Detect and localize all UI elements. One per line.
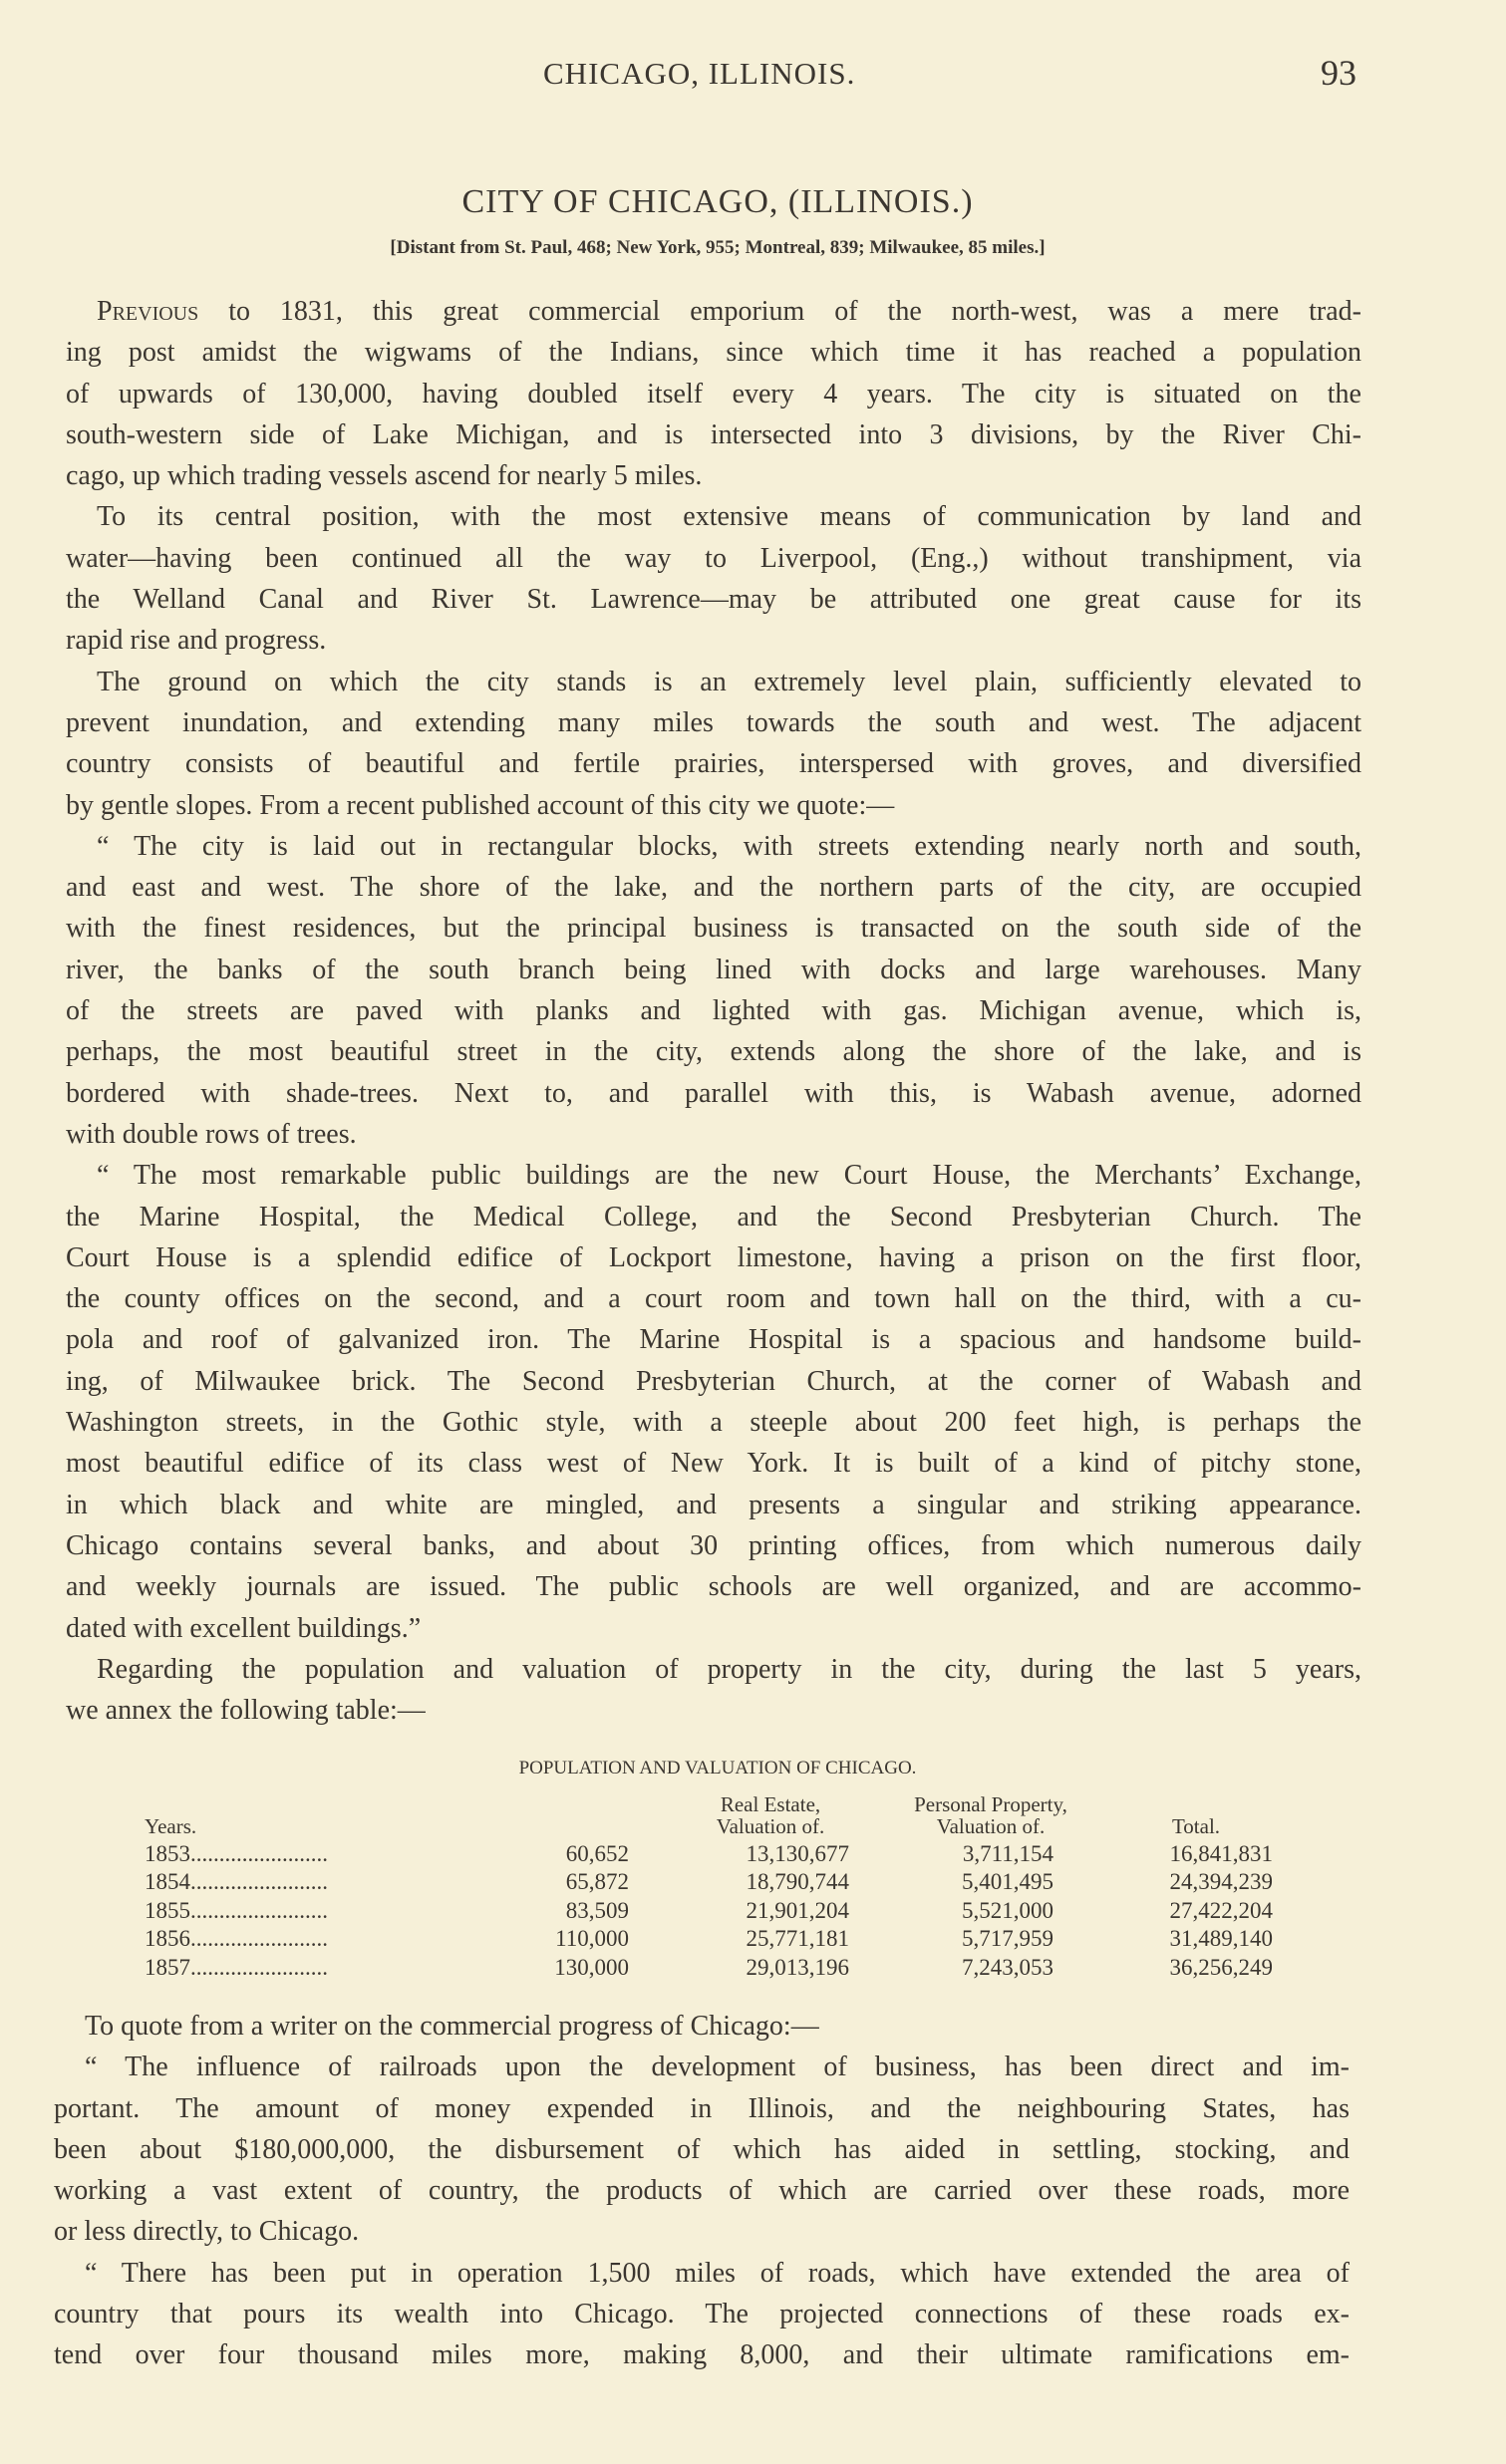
text-line: “ The city is laid out in rectangular blocks, with streets extending nearly north and south,	[97, 830, 1361, 862]
text-line: The ground on which the city stands is an extremely level plain, sufficiently elevated to	[97, 666, 1361, 697]
header-years: Years.	[145, 1814, 197, 1838]
paragraph	[66, 1155, 1361, 1649]
population-cell: 60,652	[565, 1841, 629, 1866]
paragraph	[66, 1649, 1361, 1732]
population-cell: 83,509	[565, 1897, 629, 1923]
body-text	[66, 291, 1361, 1731]
text-line: south-western side of Lake Michigan, and is intersected into 3 divisions, by the River Chi-	[66, 418, 1361, 450]
text-line: prevent inundation, and extending many miles towards the south and west. The adjacent	[66, 706, 1361, 738]
text-line: the Marine Hospital, the Medical College, and the Second Presbyterian Church. The	[66, 1201, 1361, 1232]
total-cell: 16,841,831	[1169, 1841, 1273, 1866]
paragraph	[66, 662, 1361, 826]
bottom-text	[54, 2006, 1350, 2376]
text-line: “ There has been put in operation 1,500 miles of roads, which have extended the area of	[85, 2257, 1350, 2289]
real-estate-cell: 18,790,744	[746, 1869, 849, 1895]
dot-leader: ........................	[190, 1897, 328, 1923]
header-real-estate-line2: Valuation of.	[716, 1814, 825, 1838]
text-line: pola and roof of galvanized iron. The Marine Hospital is a spacious and handsome build-	[66, 1324, 1361, 1356]
text-line: country that pours its wealth into Chicago. The projected connections of these roads ex-	[54, 2299, 1350, 2330]
running-head	[0, 53, 1506, 96]
personal-property-cell: 7,243,053	[962, 1954, 1054, 1980]
real-estate-cell: 21,901,204	[746, 1897, 849, 1923]
text-line: ing, of Milwaukee brick. The Second Presbyterian Church, at the corner of Wabash and	[66, 1365, 1361, 1397]
text-line: ing post amidst the wigwams of the Indians, since which time it has reached a population	[66, 337, 1361, 369]
text-line: Chicago contains several banks, and about 30 printing offices, from which numerous daily	[66, 1529, 1361, 1561]
text-line: most beautiful edifice of its class west of New York. It is built of a kind of pitchy stone,	[66, 1448, 1361, 1480]
header-personal-line2: Valuation of.	[936, 1814, 1046, 1838]
text-line: working a vast extent of country, the products of which are carried over these roads, more	[54, 2175, 1350, 2207]
text-line	[66, 291, 1361, 332]
text-line: Washington streets, in the Gothic style, with a steeple about 200 feet high, is perhaps the	[66, 1407, 1361, 1439]
text-line: of upwards of 130,000, having doubled itself every 4 years. The city is situated on the	[66, 378, 1361, 410]
year: 1854	[145, 1869, 190, 1895]
header-personal-property	[871, 1793, 1110, 1837]
text-line: cago, up which trading vessels ascend for nearly 5 miles.	[66, 460, 703, 492]
year-cell	[145, 1954, 328, 1982]
year: 1857	[145, 1954, 190, 1980]
personal-property-cell: 3,711,154	[962, 1841, 1054, 1866]
population-cell: 130,000	[554, 1954, 629, 1980]
text-line: water—having been continued all the way to Liverpool, (Eng.,) without transhipment, via	[66, 542, 1361, 574]
personal-property-cell: 5,521,000	[962, 1897, 1054, 1923]
text-line: in which black and white are mingled, and presents a singular and striking appearance.	[66, 1489, 1361, 1520]
text-line: “ The most remarkable public buildings are the new Court House, the Merchants’ Exchange,	[97, 1160, 1361, 1192]
total-cell: 31,489,140	[1169, 1926, 1273, 1952]
header-real-estate-line1: Real Estate,	[720, 1792, 821, 1816]
text-line: the county offices on the second, and a court room and town hall on the third, with a cu-	[66, 1283, 1361, 1315]
header-total: Total.	[1171, 1814, 1221, 1838]
page-number: 93	[1321, 53, 1356, 93]
text-line: river, the banks of the south branch being lined with docks and large warehouses. Many	[66, 954, 1361, 985]
year-cell	[145, 1868, 328, 1896]
dot-leader: ........................	[190, 1841, 328, 1866]
text-line: To its central position, with the most extensive means of communication by land and	[97, 501, 1361, 533]
text-line: perhaps, the most beautiful street in the city, extends along the shore of the lake, and is	[66, 1036, 1361, 1068]
text-line: bordered with shade-trees. Next to, and parallel with this, is Wabash avenue, adorned	[66, 1077, 1361, 1109]
personal-property-cell: 5,717,959	[962, 1926, 1054, 1952]
lead-word: Previous	[97, 296, 199, 327]
paragraph	[54, 2253, 1350, 2376]
text-line: rapid rise and progress.	[66, 625, 327, 657]
text-line: Regarding the population and valuation of property in the city, during the last 5 years,	[97, 1653, 1361, 1685]
text-line: by gentle slopes. From a recent published account of this city we quote:—	[66, 789, 895, 821]
year-cell	[145, 1925, 328, 1953]
text-line: Court House is a splendid edifice of Lockport limestone, having a prison on the first floor,	[66, 1241, 1361, 1273]
text-line: of the streets are paved with planks and lighted with gas. Michigan avenue, which is,	[66, 995, 1361, 1027]
text-line: with the finest residences, but the principal business is transacted on the south side of the	[66, 913, 1361, 945]
dot-leader: ........................	[190, 1954, 328, 1980]
distances-note: [Distant from St. Paul, 468; New York, 955; Montreal, 839; Milwaukee, 85 miles.]	[390, 237, 1046, 258]
dot-leader: ........................	[190, 1926, 328, 1952]
year: 1853	[145, 1841, 190, 1866]
population-cell: 65,872	[565, 1869, 629, 1895]
total-cell: 36,256,249	[1169, 1954, 1273, 1980]
total-cell: 24,394,239	[1169, 1869, 1273, 1895]
section-title: CITY OF CHICAGO, (ILLINOIS.)	[461, 183, 974, 220]
year: 1856	[145, 1926, 190, 1952]
paragraph	[66, 826, 1361, 1155]
header-real-estate	[671, 1793, 870, 1837]
dot-leader: ........................	[190, 1869, 328, 1895]
real-estate-cell: 29,013,196	[746, 1954, 849, 1980]
personal-property-cell: 5,401,495	[962, 1869, 1054, 1895]
text-line: portant. The amount of money expended in Illinois, and the neighbouring States, has	[54, 2092, 1350, 2124]
population-cell: 110,000	[555, 1926, 629, 1952]
paragraph	[66, 291, 1361, 496]
text-line: tend over four thousand miles more, making 8,000, and their ultimate ramifications em-	[54, 2339, 1350, 2371]
text-line: To quote from a writer on the commercial progress of Chicago:—	[85, 2011, 819, 2042]
year-cell	[145, 1897, 328, 1925]
text-line: with double rows of trees.	[66, 1118, 357, 1150]
paragraph	[66, 496, 1361, 661]
text-line: we annex the following table:—	[66, 1695, 426, 1727]
year-cell	[145, 1840, 328, 1868]
real-estate-cell: 25,771,181	[746, 1926, 849, 1952]
running-title: CHICAGO, ILLINOIS.	[543, 56, 856, 91]
total-cell: 27,422,204	[1169, 1897, 1273, 1923]
text-line: dated with excellent buildings.”	[66, 1612, 422, 1644]
text-line: been about $180,000,000, the disbursement of which has aided in settling, stocking, and	[54, 2133, 1350, 2165]
text-line: country consists of beautiful and fertile prairies, interspersed with groves, and diversified	[66, 748, 1361, 780]
text-line: “ The influence of railroads upon the development of business, has been direct and im-	[85, 2052, 1350, 2083]
text-line: and weekly journals are issued. The public schools are well organized, and are accommo-	[66, 1571, 1361, 1603]
year: 1855	[145, 1897, 190, 1923]
header-personal-line1: Personal Property,	[914, 1792, 1067, 1816]
table-title: POPULATION AND VALUATION OF CHICAGO.	[518, 1758, 917, 1779]
text-line: or less directly, to Chicago.	[54, 2216, 360, 2248]
paragraph	[54, 2047, 1350, 2252]
real-estate-cell: 13,130,677	[746, 1841, 849, 1866]
line-text: to 1831, this great commercial emporium of the north-west, was a mere trad-	[198, 296, 1361, 327]
paragraph	[54, 2006, 1350, 2047]
text-line: and east and west. The shore of the lake, and the northern parts of the city, are occupied	[66, 872, 1361, 904]
text-line: the Welland Canal and River St. Lawrence—may be attributed one great cause for its	[66, 584, 1361, 616]
